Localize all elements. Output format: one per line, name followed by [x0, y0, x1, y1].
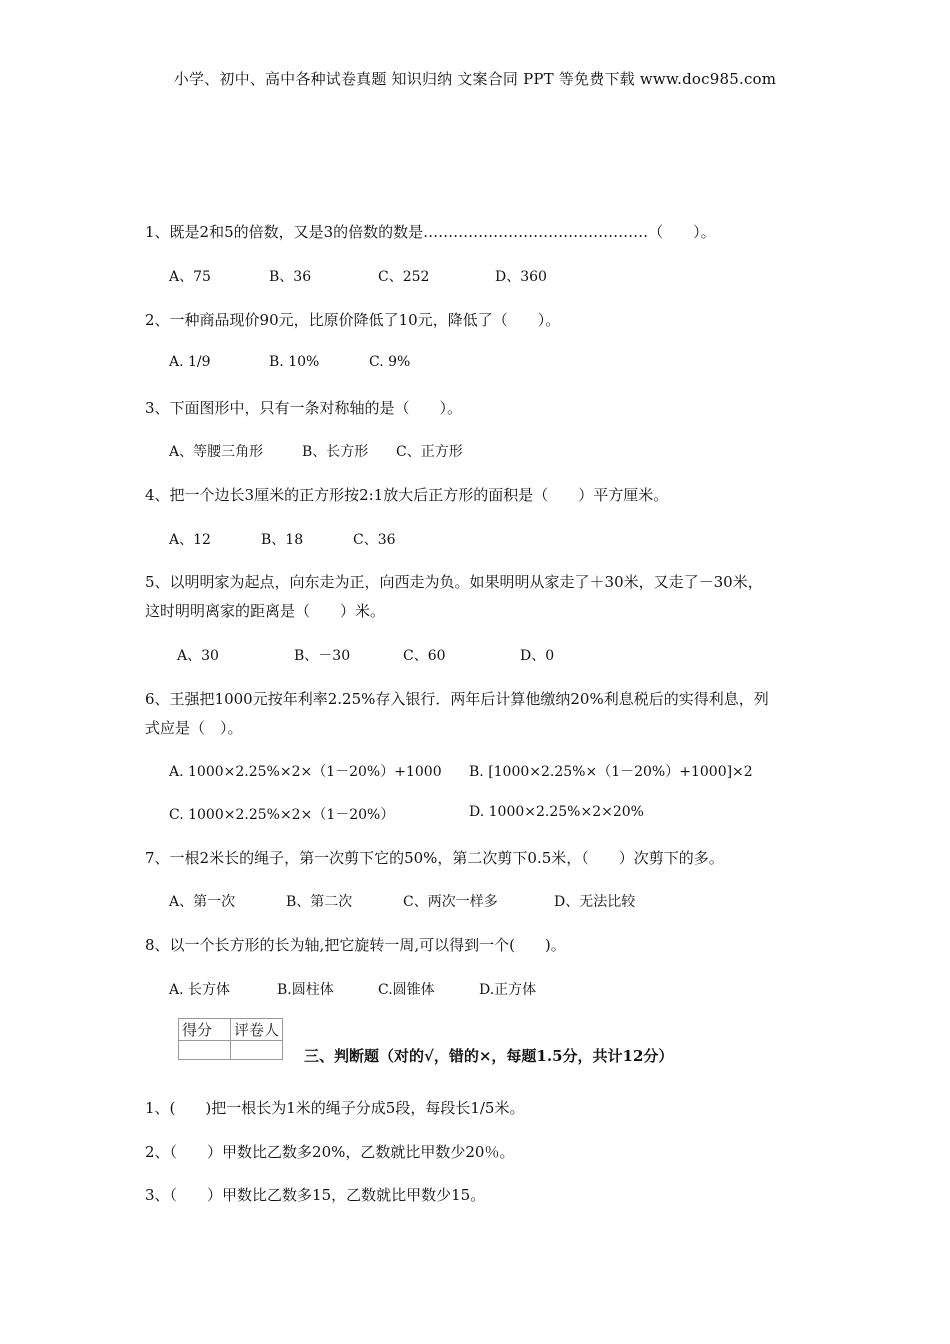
section-3-title: 三、判断题（对的√，错的×，每题1.5分，共计12分） — [304, 1047, 674, 1065]
question-5-line-1: 5、以明明家为起点，向东走为正，向西走为负。如果明明从家走了＋30米，又走了－30米， — [145, 573, 763, 591]
q5-option-c: C、60 — [403, 648, 446, 664]
q6-option-c: C. 1000×2.25%×2×（1－20%） — [169, 807, 395, 823]
question-2: 2、一种商品现价90元，比原价降低了10元，降低了（ ）。 — [145, 311, 561, 329]
question-6-line-2: 式应是（ ）。 — [145, 719, 243, 737]
q8-option-d: D.正方体 — [479, 982, 537, 998]
q1-option-a: A、75 — [169, 269, 211, 285]
grader-header: 评卷人 — [231, 1019, 283, 1041]
question-3: 3、下面图形中，只有一条对称轴的是（ ）。 — [145, 399, 463, 417]
q6-option-d: D. 1000×2.25%×2×20% — [469, 804, 644, 820]
q7-option-d: D、无法比较 — [554, 894, 636, 910]
judge-item-2: 2、（ ）甲数比乙数多20%，乙数就比甲数少20％。 — [145, 1143, 515, 1161]
q8-option-c: C.圆锥体 — [378, 982, 435, 998]
q1-option-b: B、36 — [269, 269, 312, 285]
q3-option-b: B、长方形 — [302, 444, 369, 460]
question-6-line-1: 6、王强把1000元按年利率2.25%存入银行．两年后计算他缴纳20%利息税后的实得利息，列 — [145, 690, 769, 708]
q1-option-d: D、360 — [495, 269, 547, 285]
score-cell — [179, 1041, 231, 1060]
judge-item-1: 1、( )把一根长为1米的绳子分成5段，每段长1/5米。 — [145, 1099, 525, 1117]
question-5-line-2: 这时明明离家的距离是（ ）米。 — [145, 602, 386, 620]
q3-option-a: A、等腰三角形 — [169, 444, 264, 460]
score-table — [178, 1018, 283, 1060]
q2-option-b: B. 10% — [269, 354, 320, 370]
q1-option-c: C、252 — [378, 269, 430, 285]
q5-option-a: A、30 — [177, 648, 219, 664]
q8-option-a: A. 长方体 — [169, 982, 231, 998]
q7-option-b: B、第二次 — [286, 894, 353, 910]
q6-option-b: B. [1000×2.25%×（1－20%）+1000]×2 — [469, 764, 753, 780]
q6-option-a: A. 1000×2.25%×2×（1－20%）+1000 — [169, 764, 442, 780]
q8-option-b: B.圆柱体 — [277, 982, 334, 998]
judge-item-3: 3、（ ）甲数比乙数多15，乙数就比甲数少15。 — [145, 1186, 486, 1204]
page-header: 小学、初中、高中各种试卷真题 知识归纳 文案合同 PPT 等免费下载 www.doc985.com — [173, 70, 777, 88]
q5-option-b: B、－30 — [294, 648, 351, 664]
question-1: 1、既是2和5的倍数，又是3的倍数的数是………………………………………（ ）。 — [145, 223, 716, 241]
q7-option-a: A、第一次 — [169, 894, 236, 910]
q2-option-c: C. 9% — [369, 354, 411, 370]
question-8: 8、以一个长方形的长为轴,把它旋转一周,可以得到一个( )。 — [145, 936, 566, 954]
q7-option-c: C、两次一样多 — [403, 894, 498, 910]
q5-option-d: D、0 — [520, 648, 555, 664]
grader-cell — [231, 1041, 283, 1060]
q3-option-c: C、正方形 — [396, 444, 463, 460]
q4-option-a: A、12 — [169, 532, 211, 548]
question-7: 7、一根2米长的绳子，第一次剪下它的50%，第二次剪下0.5米，（ ）次剪下的多。 — [145, 849, 724, 867]
question-4: 4、把一个边长3厘米的正方形按2:1放大后正方形的面积是（ ）平方厘米。 — [145, 486, 669, 504]
q2-option-a: A. 1/9 — [169, 354, 211, 370]
score-header: 得分 — [179, 1019, 231, 1041]
q4-option-b: B、18 — [261, 532, 304, 548]
q4-option-c: C、36 — [353, 532, 396, 548]
